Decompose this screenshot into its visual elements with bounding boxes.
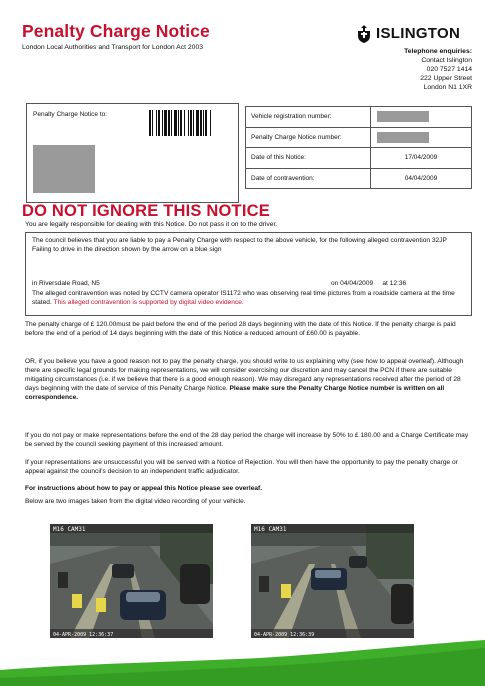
barcode-bar	[174, 110, 177, 136]
rejection-paragraph: If your representations are unsuccessful you will be served with a Notice of Rejection. You will then have the opportunity to pay the penalty charge or appeal against the council's decision to an independent traffic adjudicator.	[25, 459, 458, 476]
notice-subtitle: London Local Authorities and Transport for London Act 2003	[22, 44, 204, 51]
contact-line: 222 Upper Street	[420, 74, 472, 82]
warning-heading: DO NOT IGNORE THIS NOTICE	[22, 202, 270, 220]
barcode-bar	[210, 110, 211, 136]
appeal-bold-text: Please make sure the Penalty Charge Notice number is written on all correspondence.	[25, 385, 445, 402]
redacted-vrm	[377, 111, 429, 122]
detail-label: Date of this Notice:	[246, 148, 371, 169]
cctv-footer-text: 04-APR-2009 12:36:37	[53, 632, 114, 638]
cctv-overlay-text: M16 CAM31	[53, 526, 86, 533]
cctv-image-1	[50, 524, 213, 638]
contravention-box	[25, 232, 472, 316]
decorative-green-band	[0, 640, 485, 686]
islington-logo	[356, 24, 476, 46]
detail-label: Date of contravention:	[246, 168, 371, 189]
logo-text: ISLINGTON	[376, 25, 461, 42]
detail-value-redacted	[371, 107, 472, 128]
contact-line: London N1 1XR	[423, 83, 472, 91]
notice-title: Penalty Charge Notice	[22, 21, 210, 41]
recipient-box	[26, 103, 239, 203]
contact-phone: 020 7527 1414	[426, 65, 472, 73]
table-row	[246, 148, 472, 169]
payment-paragraph: The penalty charge of £ 120.00must be paid before the end of the period 28 days beginning with the date of this Notice. If the penalty charge is paid before the end of a period of 14 days beginning with the date of this Notice a reduced amount of £60.00 is payable.	[25, 321, 456, 338]
detail-label: Penalty Charge Notice number:	[246, 127, 371, 148]
detail-value: 17/04/2009	[371, 148, 472, 169]
contact-block	[404, 48, 472, 93]
detail-value-redacted	[371, 127, 472, 148]
detail-label: Vehicle registration number:	[246, 107, 371, 128]
table-row	[246, 127, 472, 148]
crest-icon	[356, 24, 372, 44]
cctv-note	[32, 290, 467, 308]
contravention-description: The council believes that you are liable to pay a Penalty Charge with respect to the above vehicle, for the following alleged contravention 32JP Failing to drive in the direction shown by the arrow on a blue sign	[32, 237, 447, 253]
table-row	[246, 168, 472, 189]
redacted-address	[33, 145, 95, 193]
barcode-bar	[190, 110, 192, 136]
barcode-bar	[168, 110, 170, 136]
barcode-bar	[188, 110, 189, 136]
barcode-bar	[156, 110, 157, 136]
responsibility-text: You are legally responsible for dealing with this Notice. Do not pass it on to the driver.	[25, 221, 278, 228]
redacted-pcn-number	[377, 132, 429, 143]
barcode-bar	[180, 110, 182, 136]
barcode-bar	[200, 110, 202, 136]
contact-line: Contact Islington	[421, 56, 472, 64]
appeal-paragraph	[25, 357, 475, 402]
barcode-bar	[164, 110, 167, 136]
cctv-frame	[50, 524, 213, 638]
cctv-footer-text: 04-APR-2009 12:36:39	[254, 632, 315, 638]
barcode-bar	[205, 110, 207, 136]
barcode-bar	[149, 110, 151, 136]
contact-heading: Telephone enquiries:	[404, 48, 472, 55]
barcode-image	[149, 110, 233, 136]
cctv-frame	[251, 524, 414, 638]
cctv-image-2	[251, 524, 414, 638]
barcode-bar	[203, 110, 204, 136]
increase-paragraph: If you do not pay or make representations before the end of the 28 day period the charge will increase by 50% to £ 180.00 and a Charge Certificate may be served by the council seeking payment of this increased amount.	[25, 432, 469, 449]
barcode-bar	[162, 110, 163, 136]
recipient-label: Penalty Charge Notice to:	[33, 111, 108, 118]
cctv-overlay-text: M16 CAM31	[254, 526, 287, 533]
barcode-bar	[171, 110, 172, 136]
table-row	[246, 107, 472, 128]
instructions-line: For instructions about how to pay or appeal this Notice please see overleaf.	[25, 485, 263, 492]
barcode-bar	[178, 110, 179, 136]
evidence-note: This alleged contravention is supported by digital video evidence.	[53, 298, 244, 306]
cctv-note-text: The alleged contravention was noted by CCTV camera operator IS1172 who was observing real time pictures from a roadside camera at the time stated.	[32, 290, 455, 306]
barcode-bar	[158, 110, 160, 136]
notice-details-table	[245, 106, 472, 189]
barcode-bar	[152, 110, 153, 136]
contravention-location: in Riversdale Road, N5	[32, 280, 100, 287]
barcode-bar	[184, 110, 185, 136]
contravention-datetime: on 04/04/2009 at 12:36	[331, 280, 407, 287]
appeal-text: OR, if you believe you have a good reason not to pay the penalty charge, you should write to us explaining why (see how to appeal overleaf). Although there are specific legal grounds for making representations, we will consider exercising our discretion and may cancel the PCN if there are suitable mitigating circumstances (i.e. if we believe that there is a good enough reason). We may disregard any representations received after the period of 28 days beginning with the date of service of this Penalty Charge Notice.	[25, 358, 464, 393]
images-intro: Below are two images taken from the digital video recording of your vehicle.	[25, 498, 246, 505]
detail-value: 04/04/2009	[371, 168, 472, 189]
barcode-bar	[196, 110, 199, 136]
barcode-bar	[193, 110, 194, 136]
